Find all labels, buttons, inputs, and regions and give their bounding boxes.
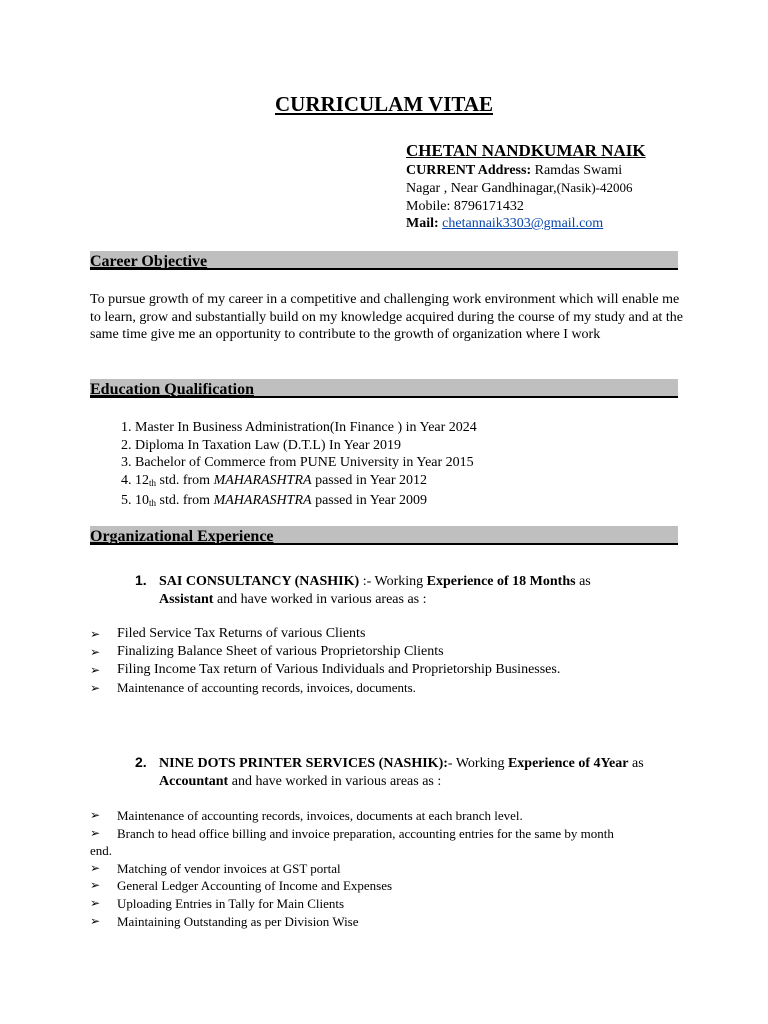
- candidate-name: CHETAN NANDKUMAR NAIK: [406, 141, 646, 160]
- career-objective-text: To pursue growth of my career in a competitive and challenging work environment which will enable me to learn, grow and substantially build on my knowledge acquired during the course of my study and at the same time give me an opportunity to contribute to the growth of organization where I work: [90, 292, 683, 342]
- list-item-wrap: end.: [90, 843, 113, 859]
- address-value-1: Ramdas Swami: [531, 162, 623, 178]
- address-value-2: Nagar , Near Gandhinagar,: [406, 181, 557, 196]
- arrow-bullet-icon: ➢: [90, 627, 101, 641]
- mail-line: [406, 215, 736, 233]
- section-title: Education Qualification: [90, 381, 255, 398]
- mail-label: Mail:: [406, 216, 439, 231]
- list-item: ➢ Maintenance of accounting records, invoices, documents.: [90, 680, 416, 695]
- job-role: Assistant: [159, 592, 214, 607]
- company-name: SAI CONSULTANCY (NASHIK): [159, 574, 360, 589]
- list-item: 3. Bachelor of Commerce from PUNE University in Year 2015: [135, 454, 695, 472]
- experience-1-heading: 1. SAI CONSULTANCY (NASHIK) :- Working Experience of 18 Months as Assistant and have worked in various areas as :: [135, 572, 591, 607]
- mobile-line: Mobile: 8796171432: [406, 198, 524, 214]
- list-item: 2. Diploma In Taxation Law (D.T.L) In Year 2019: [135, 437, 695, 455]
- list-item: ➢ General Ledger Accounting of Income and Expenses: [90, 878, 393, 894]
- list-item: ➢ Filing Income Tax return of Various Individuals and Proprietorship Businesses.: [90, 662, 561, 677]
- experience-number: 1.: [135, 572, 147, 588]
- list-item: 1. Master In Business Administration(In Finance ) in Year 2024: [135, 419, 695, 437]
- arrow-bullet-icon: ➢: [90, 808, 101, 822]
- arrow-bullet-icon: ➢: [90, 895, 101, 910]
- list-item: ➢ Finalizing Balance Sheet of various Proprietorship Clients: [90, 644, 444, 659]
- section-title: Organizational Experience: [90, 528, 274, 545]
- list-item: ➢ Filed Service Tax Returns of various Clients: [90, 626, 366, 641]
- arrow-bullet-icon: ➢: [90, 878, 101, 893]
- section-experience: [90, 526, 678, 545]
- section-title: Career Objective: [90, 253, 208, 270]
- experience-duration: Experience of 4Year: [507, 756, 629, 771]
- arrow-bullet-icon: ➢: [90, 645, 101, 659]
- experience-number: 2.: [135, 754, 147, 770]
- list-item: 5. $10_{th}$ std. from MAHARASHTRA passed in Year 2009: [135, 492, 695, 513]
- experience-2-duties: [90, 807, 690, 930]
- address-value-3: (Nasik)-42006: [556, 180, 633, 195]
- address-line: [406, 162, 736, 180]
- list-item: ➢ Maintaining Outstanding as per Division Wise: [90, 913, 359, 929]
- experience-duration: Experience of 18 Months: [426, 574, 576, 589]
- list-item: ➢ Matching of vendor invoices at GST portal: [90, 860, 341, 876]
- document-title: CURRICULAM VITAE: [275, 92, 493, 116]
- list-item: ➢ Maintenance of accounting records, invoices, documents at each branch level.: [90, 808, 523, 823]
- section-career-objective: [90, 251, 678, 270]
- arrow-bullet-icon: ➢: [90, 681, 101, 695]
- experience-1-duties: [90, 625, 690, 697]
- address-line-2: [406, 179, 736, 198]
- list-item: ➢ Uploading Entries in Tally for Main Clients: [90, 895, 345, 911]
- arrow-bullet-icon: ➢: [90, 663, 101, 677]
- experience-2-heading: 2. NINE DOTS PRINTER SERVICES (NASHIK):- Working Experience of 4Year as Accountant and have worked in various areas as :: [135, 754, 644, 789]
- address-label: CURRENT Address:: [406, 162, 532, 178]
- education-list: [90, 419, 695, 513]
- arrow-bullet-icon: ➢: [90, 913, 101, 928]
- contact-header: [406, 142, 736, 233]
- job-role: Accountant: [159, 774, 229, 789]
- arrow-bullet-icon: ➢: [90, 825, 101, 840]
- email-link[interactable]: chetannaik3303@gmail.com: [442, 216, 604, 231]
- list-item: 4. $12_{th}$ std. from MAHARASHTRA passed in Year 2012: [135, 472, 695, 493]
- section-education: [90, 379, 678, 398]
- arrow-bullet-icon: ➢: [90, 860, 101, 875]
- list-item: ➢ Branch to head office billing and invoice preparation, accounting entries for the same by month: [90, 825, 614, 841]
- company-name: NINE DOTS PRINTER SERVICES (NASHIK):: [159, 756, 448, 771]
